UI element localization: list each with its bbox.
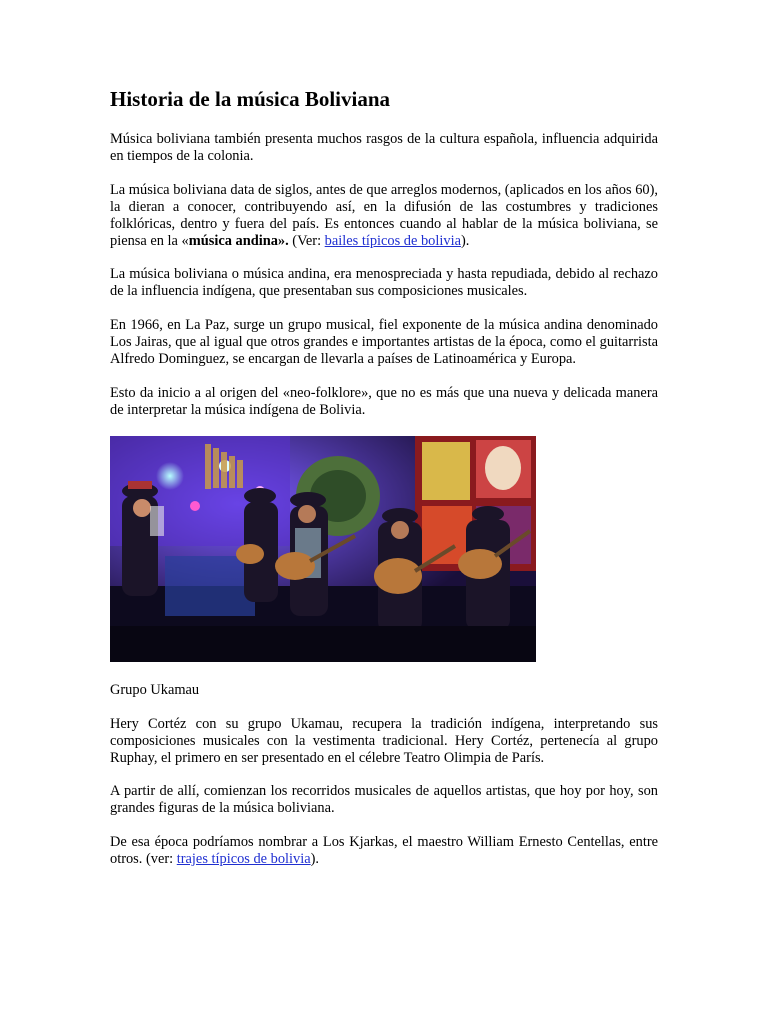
photo-caption: Grupo Ukamau	[110, 681, 200, 698]
bailes-tipicos-link[interactable]: bailes típicos de bolivia	[324, 232, 461, 249]
paragraph-2-text-end: ).	[460, 232, 470, 249]
paragraph-3: La música boliviana o música andina, era menospreciada y hasta repudiada, debido al rechazo de la influencia indígena, que presentaban sus composiciones musicales.	[110, 266, 658, 300]
paragraph-1: Música boliviana también presenta muchos rasgos de la cultura española, influencia adquirida en tiempos de la colonia.	[110, 131, 658, 164]
trajes-tipicos-link[interactable]: trajes típicos de bolivia	[176, 851, 311, 868]
band-performance-photo	[110, 436, 536, 662]
paragraph-6: Hery Cortéz con su grupo Ukamau, recupera la tradición indígena, interpretando sus composiciones musicales con la vestimenta tradicional. Hery Cortéz, pertenecía al grupo Ruphay, el primero en ser presentado en el célebre Teatro Olimpia de París.	[110, 715, 658, 766]
paragraph-2-bold-text: música andina».	[188, 232, 289, 249]
paragraph-2	[110, 182, 658, 250]
document-content	[110, 86, 658, 885]
paragraph-5: Esto da inicio a al origen del «neo-folklore», que no es más que una nueva y delicada manera de interpretar la música indígena de Bolivia.	[110, 384, 658, 418]
paragraph-8-text-end: ).	[310, 851, 320, 868]
paragraph-2-text-mid: (Ver:	[288, 232, 325, 249]
paragraph-8-text: De esa época podríamos nombrar a Los Kjarkas, el maestro William Ernesto Centellas, entre otros. (ver:	[110, 834, 658, 868]
paragraph-4: En 1966, en La Paz, surge un grupo musical, fiel exponente de la música andina denominado Los Jairas, que al igual que otros grandes e importantes artistas de la época, como el guitarrista Alfredo Dominguez, se encargan de llevarla a países de Latinoamérica y Europa.	[110, 317, 658, 368]
paragraph-8	[110, 834, 658, 868]
paragraph-2-text: La música boliviana data de siglos, antes de que arreglos modernos, (aplicados en los años 60), la dieran a conocer, contribuyendo así, en la difusión de las costumbres y tradiciones folklóricas, dentro y fuera del país. Es entonces cuando al hablar de la música boliviana, se piensa en la «	[110, 181, 658, 249]
paragraph-7: A partir de allí, comienzan los recorridos musicales de aquellos artistas, que hoy por hoy, son grandes figuras de la música boliviana.	[110, 783, 658, 817]
page-title: Historia de la música Boliviana	[110, 87, 391, 111]
